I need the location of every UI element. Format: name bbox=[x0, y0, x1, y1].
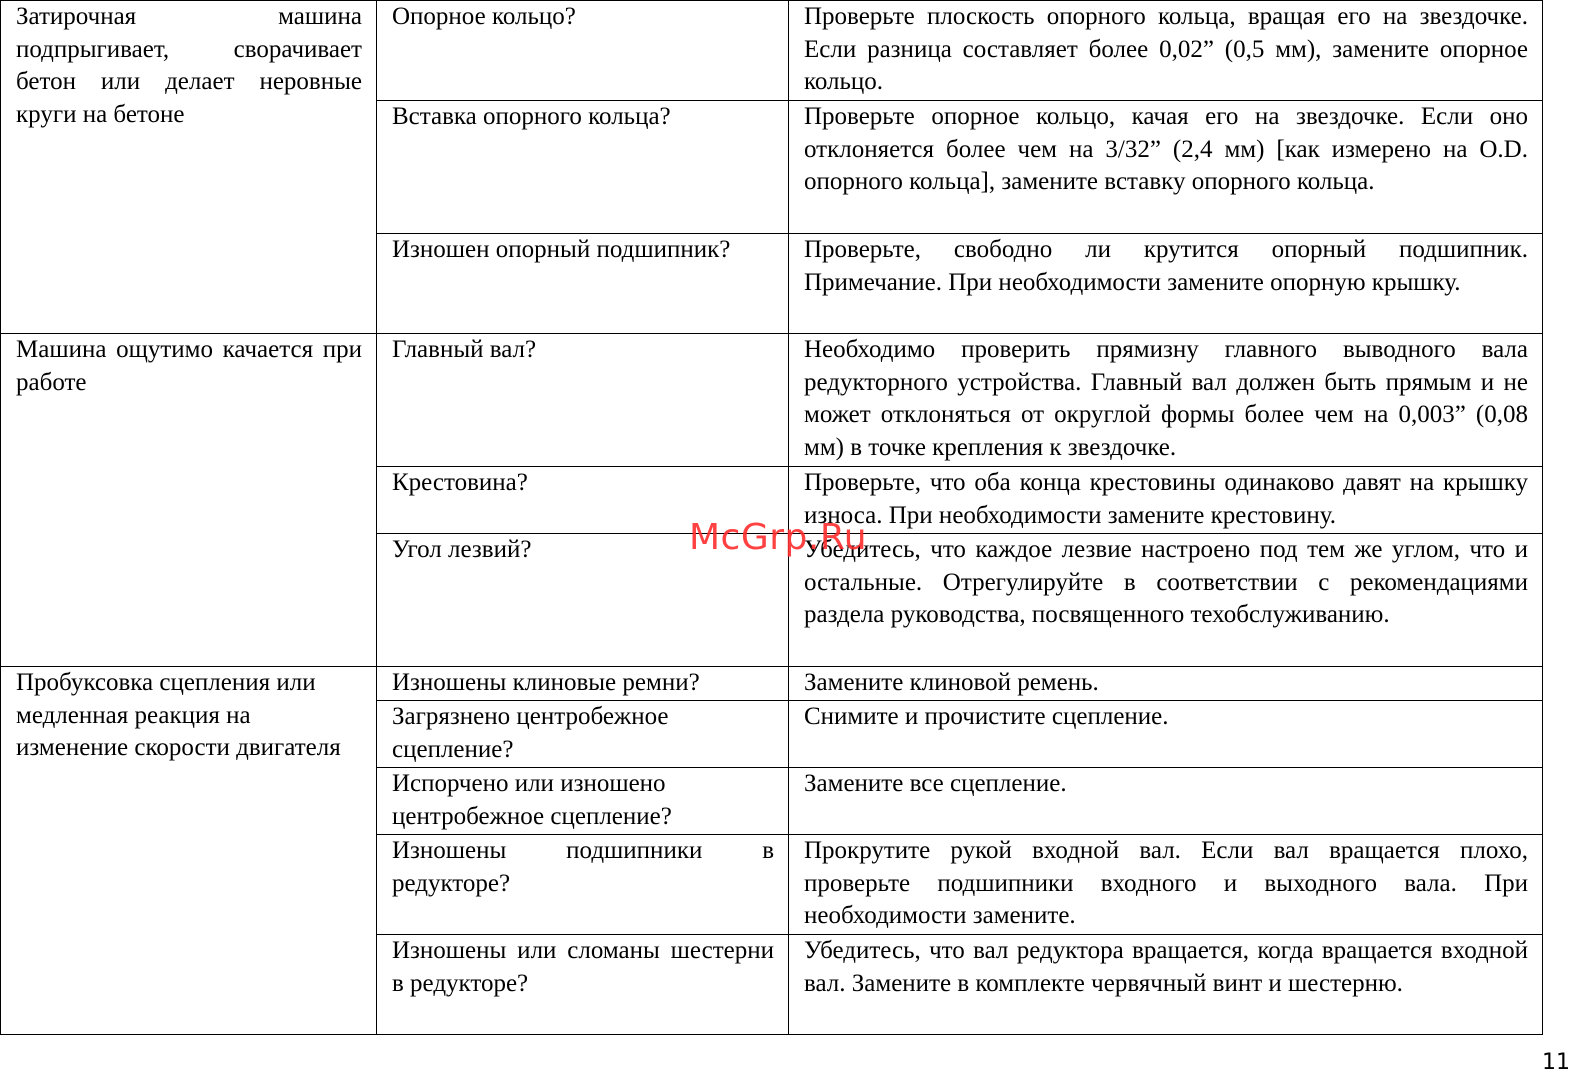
remedy-cell: Прокрутите рукой входной вал. Если вал вращается плохо, проверьте подшипники входного и выходного вала. При необходимости замените. bbox=[789, 835, 1543, 935]
table-row bbox=[1, 1, 1543, 101]
remedy-cell: Проверьте плоскость опорного кольца, вращая его на звездочке. Если разница составляет более 0,02” (0,5 мм), замените опорное кольцо. bbox=[789, 1, 1543, 101]
cause-cell: Опорное кольцо? bbox=[377, 1, 789, 101]
problem-cell: Затирочная машина подпрыгивает, сворачивает бетон или делает неровные круги на бетоне bbox=[1, 1, 377, 334]
table-row bbox=[1, 334, 1543, 467]
remedy-cell: Проверьте опорное кольцо, качая его на звездочке. Если оно отклоняется более чем на 3/32” (2,4 мм) [как измерено на O.D. опорного кольца], замените вставку опорного кольца. bbox=[789, 101, 1543, 234]
remedy-cell: Замените все сцепление. bbox=[789, 768, 1543, 835]
problem-cell: Машина ощутимо качается при работе bbox=[1, 334, 377, 667]
remedy-cell: Необходимо проверить прямизну главного выводного вала редукторного устройства. Главный вал должен быть прямым и не может отклоняться от округлой формы более чем на 0,003” (0,08 мм) в точке крепления к звездочке. bbox=[789, 334, 1543, 467]
cause-cell: Испорчено или изношено центробежное сцепление? bbox=[377, 768, 789, 835]
cause-cell: Крестовина? bbox=[377, 467, 789, 534]
remedy-cell: Убедитесь, что каждое лезвие настроено под тем же углом, что и остальные. Отрегулируйте в соответствии с рекомендациями раздела руководства, посвященного техобслуживанию. bbox=[789, 534, 1543, 667]
cause-cell: Изношен опорный подшипник? bbox=[377, 234, 789, 334]
cause-cell: Угол лезвий? bbox=[377, 534, 789, 667]
remedy-cell: Проверьте, что оба конца крестовины одинаково давят на крышку износа. При необходимости замените крестовину. bbox=[789, 467, 1543, 534]
remedy-cell: Замените клиновой ремень. bbox=[789, 667, 1543, 701]
cause-cell: Главный вал? bbox=[377, 334, 789, 467]
remedy-cell: Убедитесь, что вал редуктора вращается, когда вращается входной вал. Замените в комплекте червячный винт и шестерню. bbox=[789, 935, 1543, 1035]
cause-cell: Вставка опорного кольца? bbox=[377, 101, 789, 234]
remedy-cell: Снимите и прочистите сцепление. bbox=[789, 701, 1543, 768]
cause-cell: Изношены клиновые ремни? bbox=[377, 667, 789, 701]
remedy-cell: Проверьте, свободно ли крутится опорный подшипник. Примечание. При необходимости замените опорную крышку. bbox=[789, 234, 1543, 334]
cause-cell: Загрязнено центробежное сцепление? bbox=[377, 701, 789, 768]
watermark: McGrp.Ru bbox=[689, 517, 868, 558]
page-number: 11 bbox=[1542, 1050, 1570, 1075]
problem-cell: Пробуксовка сцепления или медленная реакция на изменение скорости двигателя bbox=[1, 667, 377, 1035]
table-row bbox=[1, 667, 1543, 701]
cause-cell: Изношены или сломаны шестерни в редукторе? bbox=[377, 935, 789, 1035]
cause-cell: Изношены подшипники в редукторе? bbox=[377, 835, 789, 935]
